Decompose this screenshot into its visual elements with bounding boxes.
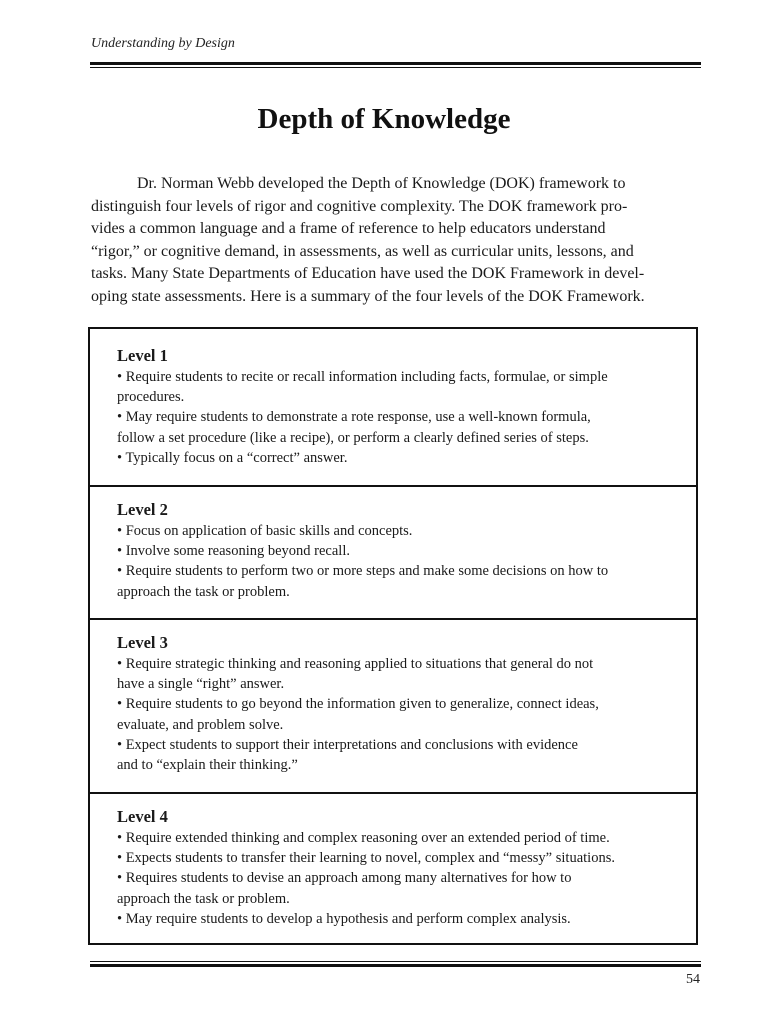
level-line: • Require students to recite or recall information including facts, formulae, or simple	[117, 369, 608, 385]
level-line: • Requires students to devise an approach among many alternatives for how to	[117, 870, 572, 887]
level-line: have a single “right” answer.	[117, 676, 285, 693]
level-line: • Typically focus on a “correct” answer.	[117, 449, 348, 466]
header-rule-thin	[90, 67, 701, 68]
level-line: • Require students to go beyond the information given to generalize, connect ideas,	[117, 696, 599, 713]
level-line: • Involve some reasoning beyond recall.	[117, 543, 350, 560]
level-line: procedures.	[117, 389, 185, 406]
level-line: and to “explain their thinking.”	[117, 757, 298, 774]
level-heading: Level 4	[117, 807, 168, 826]
page-title: Depth of Knowledge	[257, 103, 511, 135]
level-line: • Require strategic thinking and reasoning applied to situations that general do not	[117, 656, 594, 672]
level-line: • Expect students to support their interpretations and conclusions with evidence	[117, 736, 578, 753]
level-4-section	[90, 792, 696, 943]
level-line: approach the task or problem.	[117, 890, 290, 907]
level-line: • Require students to perform two or more steps and make some decisions on how to	[117, 563, 609, 580]
level-line: follow a set procedure (like a recipe), or perform a clearly defined series of steps.	[117, 429, 589, 446]
level-line: • Require extended thinking and complex reasoning over an extended period of time.	[117, 830, 610, 846]
level-line: • Focus on application of basic skills and concepts.	[117, 523, 413, 539]
level-heading: Level 3	[117, 633, 168, 652]
running-head: Understanding by Design	[91, 36, 235, 51]
intro-line: “rigor,” or cognitive demand, in assessments, as well as curricular units, lessons, and	[91, 242, 634, 260]
intro-paragraph	[91, 173, 702, 309]
intro-line: vides a common language and a frame of reference to help educators understand	[91, 220, 606, 238]
footer-rule-thick	[90, 964, 701, 967]
intro-line: Dr. Norman Webb developed the Depth of Knowledge (DOK) framework to	[137, 175, 626, 192]
level-2-section	[90, 485, 696, 619]
level-heading: Level 1	[117, 346, 168, 365]
intro-line: tasks. Many State Departments of Education have used the DOK Framework in devel-	[91, 265, 645, 283]
intro-line: oping state assessments. Here is a summary of the four levels of the DOK Framework.	[91, 287, 645, 305]
level-3-section	[90, 618, 696, 794]
level-1-section	[90, 345, 696, 485]
header-rule-thick	[90, 62, 701, 65]
dok-levels-table	[88, 327, 698, 945]
page-number: 54	[686, 972, 700, 987]
intro-line: distinguish four levels of rigor and cognitive complexity. The DOK framework pro-	[91, 197, 628, 215]
level-line: • May require students to demonstrate a rote response, use a well-known formula,	[117, 409, 591, 426]
footer-rule-thin	[90, 961, 701, 962]
level-heading: Level 2	[117, 500, 168, 519]
level-line: • May require students to develop a hypothesis and perform complex analysis.	[117, 910, 571, 927]
level-line: approach the task or problem.	[117, 583, 290, 600]
level-line: • Expects students to transfer their learning to novel, complex and “messy” situations.	[117, 850, 615, 867]
level-line: evaluate, and problem solve.	[117, 716, 284, 733]
